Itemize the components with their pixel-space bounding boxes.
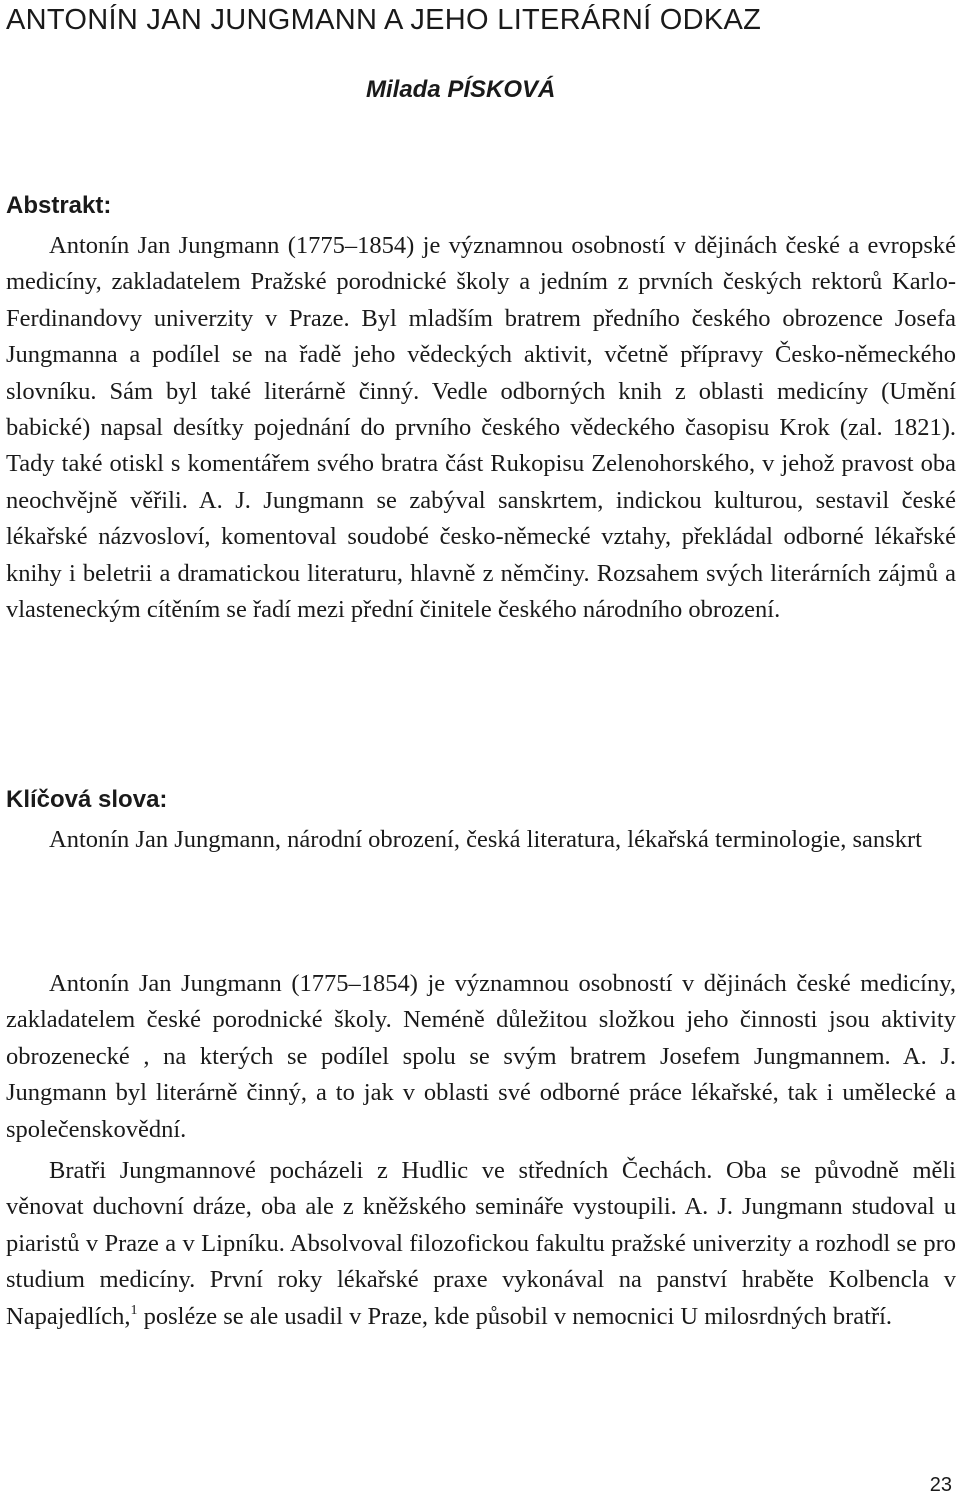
keywords-text: Antonín Jan Jungmann, národní obrození, česká literatura, lékařská terminologie, sanskrt (49, 826, 922, 853)
abstract-label: Abstrakt: (6, 192, 112, 219)
article-title: ANTONÍN JAN JUNGMANN A JEHO LITERÁRNÍ ODKAZ (6, 4, 762, 36)
body-paragraph-2-text: Bratři Jungmannové pocházeli z Hudlic ve středních Čechách. Oba se původně měli věnovat duchovní dráze, oba ale z kněžského semináře vystoupili. A. J. Jungmann studoval u piaristů v Praze a v Lipníku. Absolvoval filozofickou fakultu pražské univerzity a rozhodl se pro studium medicíny. První roky lékařské praxe vykonával na panství hraběte Kolbencla v Napajedlích, (6, 1157, 956, 1330)
keywords-label: Klíčová slova: (6, 786, 168, 813)
body-paragraph-2 (6, 1153, 956, 1335)
body-paragraph-1: Antonín Jan Jungmann (1775–1854) je významnou osobností v dějinách české medicíny, zakladatelem české porodnické školy. Neméně důležitou složkou jeho činnosti jsou aktivity obrozenecké , na kterých se podílel spolu se svým bratrem Josefem Jungmannem. A. J. Jungmann byl literárně činný, a to jak v oblasti své odborné práce lékařské, tak i umělecké a společenskovědní. (6, 970, 956, 1143)
body-paragraph-2-end: posléze se ale usadil v Praze, kde působil v nemocnici U milosrdných bratří. (143, 1302, 893, 1330)
footnote-marker[interactable]: 1 (130, 1302, 138, 1318)
abstract-text: Antonín Jan Jungmann (1775–1854) je významnou osobností v dějinách české a evropské medicíny, zakladatelem Pražské porodnické školy a jedním z prvních českých rektorů Karlo-Ferdinandovy univerzity v Praze. Byl mladším bratrem předního českého obrozence Josefa Jungmanna a podílel se na řadě jeho vědeckých aktivit, včetně přípravy Česko-německého slovníku. Sám byl také literárně činný. Vedle odborných knih z oblasti medicíny (Umění babické) napsal desítky pojednání do prvního českého vědeckého časopisu Krok (zal. 1821). Tady také otiskl s komentářem svého bratra část Rukopisu Zelenohorského, v jehož pravost oba neochvějně věřili. A. J. Jungmann se zabýval sanskrtem, indickou kulturou, sestavil české lékařské názvosloví, komentoval soudobé česko-německé vztahy, překládal odborné lékařské knihy i beletrii a dramatickou literaturu, hlavně z němčiny. Rozsahem svých literárních zájmů a vlasteneckým cítěním se řadí mezi přední činitele českého národního obrození. (6, 232, 956, 624)
article-author: Milada PÍSKOVÁ (366, 76, 556, 103)
page-number: 23 (929, 1474, 952, 1496)
